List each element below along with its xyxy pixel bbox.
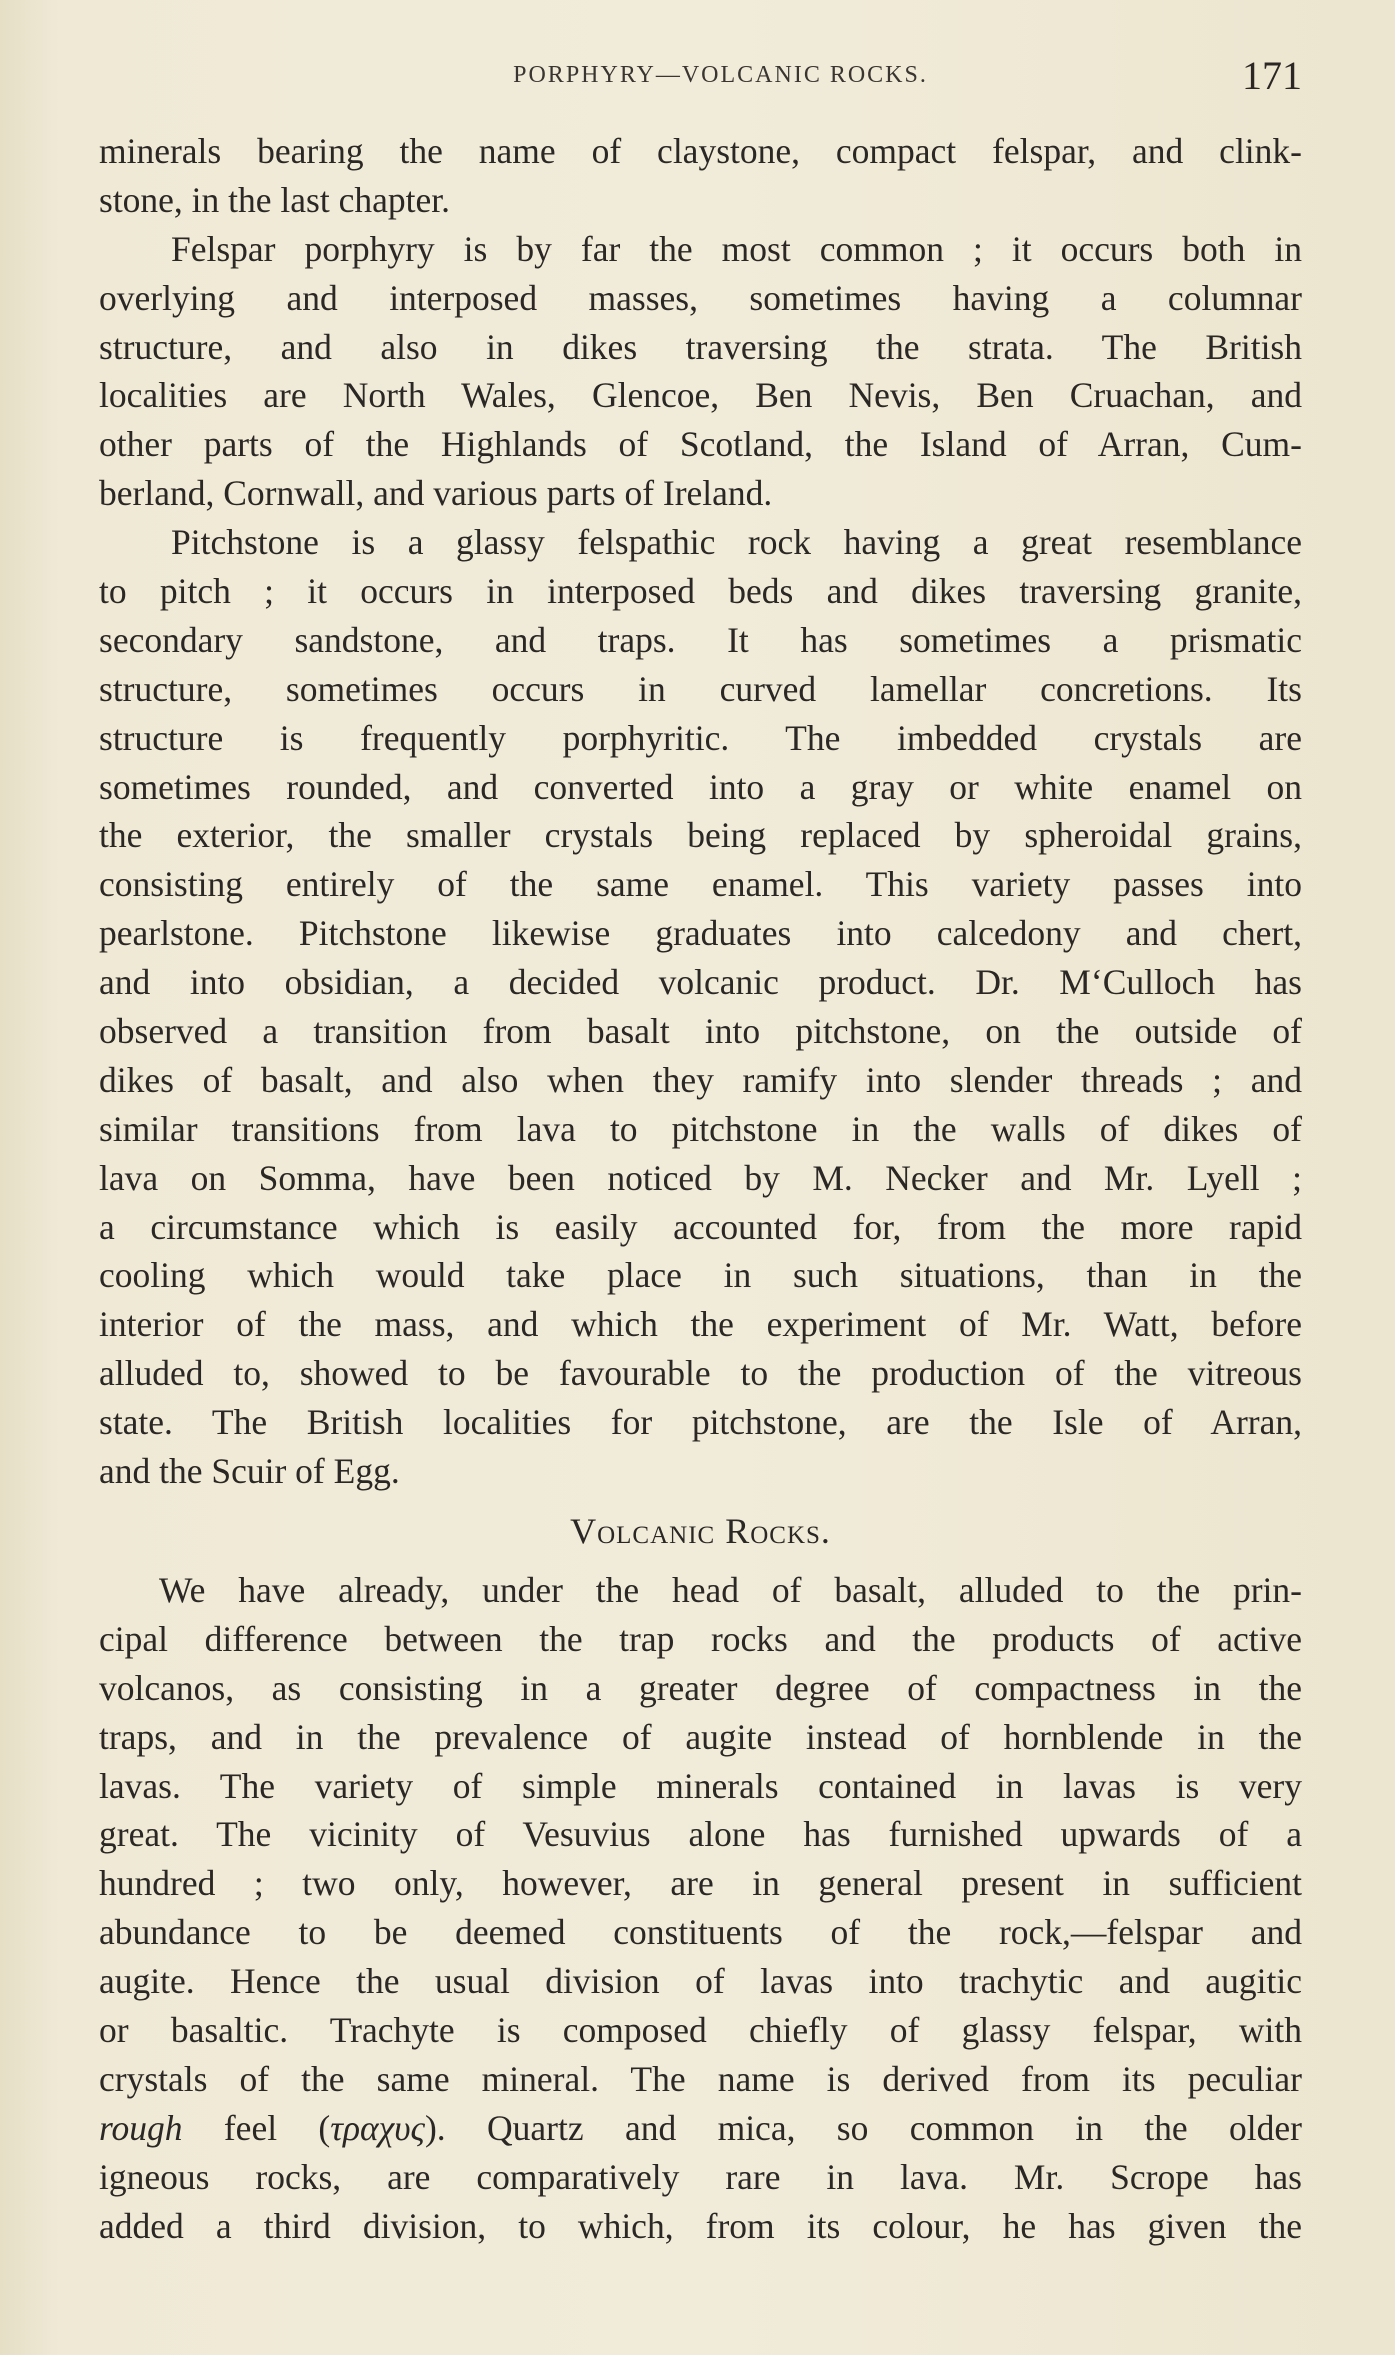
text-line: alluded to, showed to be favourable to the production of the vitreous <box>99 1353 1302 1394</box>
text-line: Felspar porphyry is by far the most common ; it occurs both in <box>171 228 1302 269</box>
running-head <box>99 52 1302 96</box>
text-line: berland, Cornwall, and various parts of Ireland. <box>99 473 773 514</box>
text-line: observed a transition from basalt into pitchstone, on the outside of <box>99 1011 1302 1052</box>
text-line: structure, and also in dikes traversing the strata. The British <box>99 326 1302 367</box>
text-line: or basaltic. Trachyte is composed chiefly of glassy felspar, with <box>99 2009 1302 2050</box>
text-line: abundance to be deemed constituents of the rock,—felspar and <box>99 1912 1302 1953</box>
text-line: sometimes rounded, and converted into a gray or white enamel on <box>99 766 1302 807</box>
section-heading: Volcanic Rocks. <box>570 1510 831 1551</box>
page-number: 171 <box>1242 53 1302 98</box>
text-line: added a third division, to which, from its colour, he has given the <box>99 2205 1302 2246</box>
text-line: cooling which would take place in such situations, than in the <box>99 1255 1302 1296</box>
text-line: localities are North Wales, Glencoe, Ben Nevis, Ben Cruachan, and <box>99 375 1302 416</box>
text-line: the exterior, the smaller crystals being replaced by spheroidal grains, <box>99 815 1302 856</box>
text-line: lavas. The variety of simple minerals contained in lavas is very <box>99 1765 1302 1806</box>
text-line: dikes of basalt, and also when they ramify into slender threads ; and <box>99 1059 1302 1100</box>
text-line: overlying and interposed masses, sometimes having a columnar <box>99 277 1302 318</box>
text-line: interior of the mass, and which the experiment of Mr. Watt, before <box>99 1304 1302 1345</box>
text-line: pearlstone. Pitchstone likewise graduates into calcedony and chert, <box>99 913 1302 954</box>
text-line: stone, in the last chapter. <box>99 179 450 220</box>
text-line: volcanos, as consisting in a greater degree of compactness in the <box>99 1667 1302 1708</box>
text-line: igneous rocks, are comparatively rare in lava. Mr. Scrope has <box>99 2156 1302 2197</box>
italic-text: rough <box>99 2107 183 2148</box>
text-line: great. The vicinity of Vesuvius alone has furnished upwards of a <box>99 1814 1302 1855</box>
text-line: state. The British localities for pitchstone, are the Isle of Arran, <box>99 1402 1302 1443</box>
text-line: structure is frequently porphyritic. The imbedded crystals are <box>99 717 1302 758</box>
text-line: minerals bearing the name of claystone, compact felspar, and clink- <box>99 131 1302 171</box>
text-line: augite. Hence the usual division of lavas into trachytic and augitic <box>99 1961 1302 2002</box>
text-line: secondary sandstone, and traps. It has sometimes a prismatic <box>99 619 1302 660</box>
text-line: hundred ; two only, however, are in general present in sufficient <box>99 1863 1302 1904</box>
text-line: similar transitions from lava to pitchstone in the walls of dikes of <box>99 1108 1302 1149</box>
text-line: structure, sometimes occurs in curved lamellar concretions. Its <box>99 668 1302 709</box>
text-line: traps, and in the prevalence of augite instead of hornblende in the <box>99 1716 1302 1757</box>
text-segment: ). Quartz and mica, so common in the older <box>424 2107 1302 2148</box>
text-line: a circumstance which is easily accounted for, from the more rapid <box>99 1206 1302 1247</box>
text-line: crystals of the same mineral. The name is derived from its peculiar <box>99 2058 1302 2099</box>
text-line: Pitchstone is a glassy felspathic rock having a great resemblance <box>171 522 1302 563</box>
text-line <box>99 2104 1302 2153</box>
text-line: and the Scuir of Egg. <box>99 1451 400 1492</box>
text-segment: feel ( <box>182 2107 331 2148</box>
text-line: to pitch ; it occurs in interposed beds and dikes traversing granite, <box>99 571 1302 612</box>
text-line: consisting entirely of the same enamel. This variety passes into <box>99 864 1302 905</box>
text-line: lava on Somma, have been noticed by M. Necker and Mr. Lyell ; <box>99 1157 1302 1198</box>
text-line: We have already, under the head of basalt, alluded to the prin- <box>159 1569 1302 1610</box>
italic-text: τραχυς <box>330 2107 425 2148</box>
text-line: and into obsidian, a decided volcanic product. Dr. M‘Culloch has <box>99 962 1302 1003</box>
running-title: PORPHYRY—VOLCANIC ROCKS. <box>513 62 928 88</box>
text-line: other parts of the Highlands of Scotland, the Island of Arran, Cum- <box>99 424 1302 465</box>
body-text <box>99 127 1302 2250</box>
text-line: cipal difference between the trap rocks and the products of active <box>99 1618 1302 1659</box>
